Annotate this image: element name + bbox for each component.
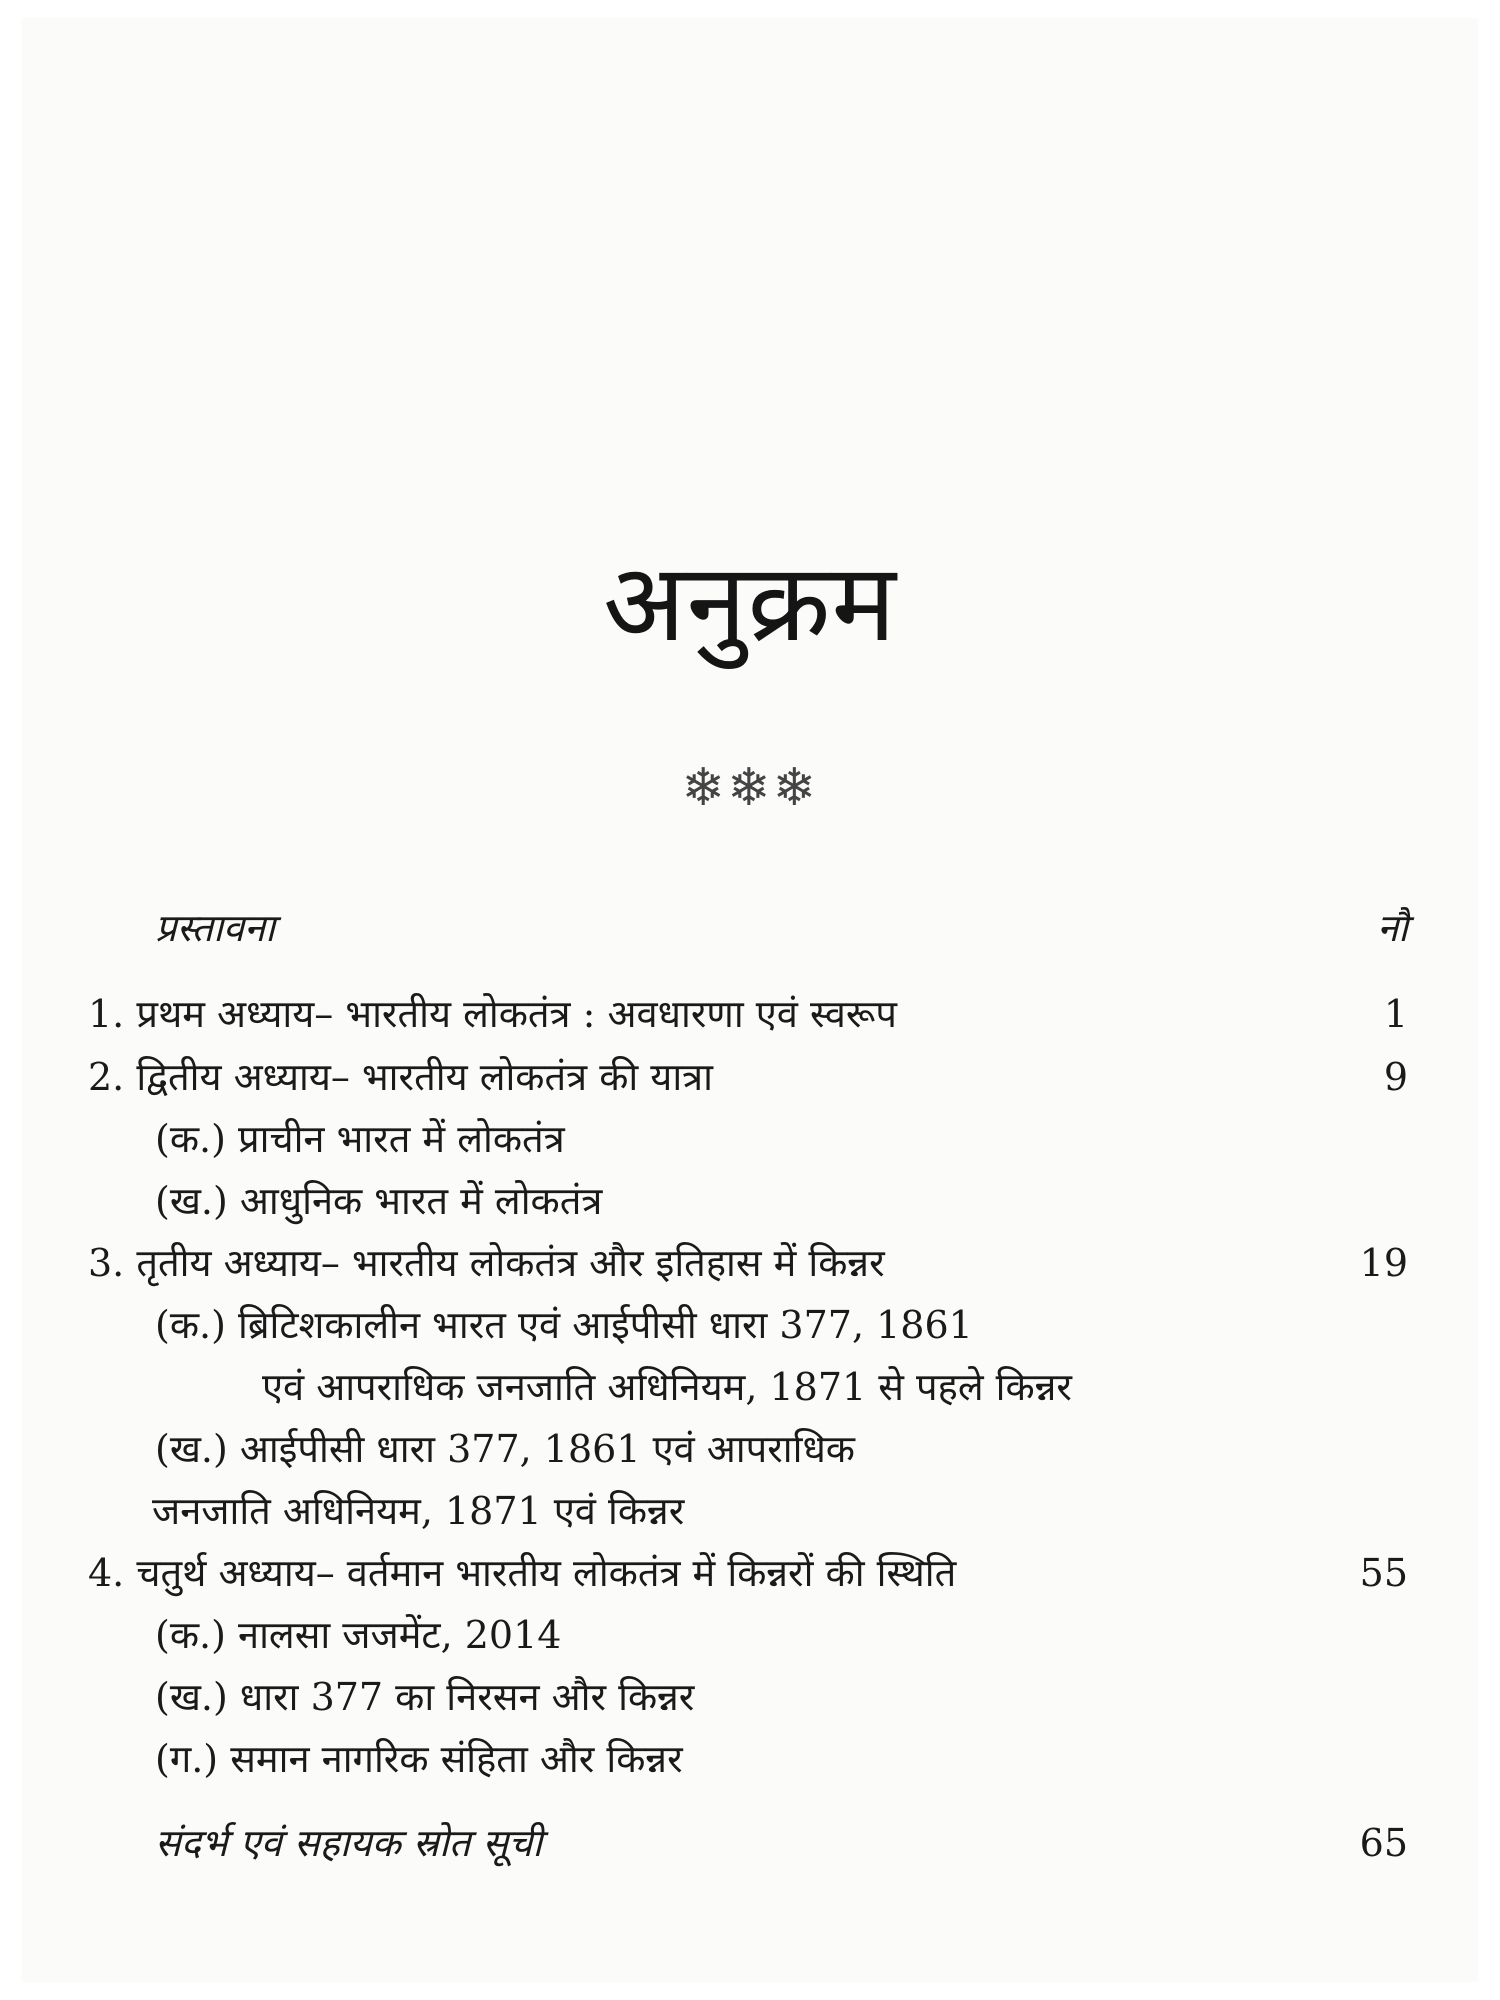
toc-page-number: नौ xyxy=(1377,906,1408,950)
toc-entry-title: 3. तृतीय अध्याय– भारतीय लोकतंत्र और इतिहास में किन्नर xyxy=(88,1241,885,1285)
toc-subentry[interactable] xyxy=(0,1109,1500,1169)
toc-subentry[interactable] xyxy=(0,1171,1500,1231)
toc-entry-title: संदर्भ एवं सहायक स्रोत सूची xyxy=(155,1821,543,1865)
toc-entry-chapter-4[interactable] xyxy=(0,1543,1500,1603)
toc-page-number: 55 xyxy=(1359,1551,1408,1595)
toc-subentry[interactable] xyxy=(0,1605,1500,1665)
toc-entry-title: (ग.) समान नागरिक संहिता और किन्नर xyxy=(155,1737,683,1781)
toc-entry-chapter-1[interactable] xyxy=(0,984,1500,1044)
toc-subentry-continuation xyxy=(0,1481,1500,1541)
toc-entry-title: (क.) नालसा जजमेंट, 2014 xyxy=(155,1613,562,1657)
toc-entry-preface[interactable] xyxy=(0,898,1500,958)
toc-page-number: 65 xyxy=(1359,1821,1408,1865)
toc-entry-title: प्रस्तावना xyxy=(155,906,275,950)
toc-entry-title: 1. प्रथम अध्याय– भारतीय लोकतंत्र : अवधारणा एवं स्वरूप xyxy=(88,992,898,1036)
toc-subentry[interactable] xyxy=(0,1729,1500,1789)
toc-page-number: 1 xyxy=(1383,992,1408,1036)
toc-entry-chapter-3[interactable] xyxy=(0,1233,1500,1293)
toc-entry-title: (क.) ब्रिटिशकालीन भारत एवं आईपीसी धारा 377, 1861 xyxy=(155,1303,973,1347)
toc-entry-title: (क.) प्राचीन भारत में लोकतंत्र xyxy=(155,1117,565,1161)
toc-entry-chapter-2[interactable] xyxy=(0,1047,1500,1107)
toc-page-number: 19 xyxy=(1359,1241,1408,1285)
toc-entry-title: (ख.) आईपीसी धारा 377, 1861 एवं आपराधिक xyxy=(155,1427,855,1471)
toc-entry-title: (ख.) आधुनिक भारत में लोकतंत्र xyxy=(155,1179,603,1223)
toc-entry-title: जनजाति अधिनियम, 1871 एवं किन्नर xyxy=(152,1489,685,1533)
toc-subentry[interactable] xyxy=(0,1419,1500,1479)
toc-subentry[interactable] xyxy=(0,1667,1500,1727)
page-title: अनुक्रम xyxy=(603,541,897,666)
toc-page-number: 9 xyxy=(1383,1055,1408,1099)
toc-entry-title: (ख.) धारा 377 का निरसन और किन्नर xyxy=(155,1675,695,1719)
toc-entry-title: 2. द्वितीय अध्याय– भारतीय लोकतंत्र की यात्रा xyxy=(88,1055,713,1099)
toc-subentry[interactable] xyxy=(0,1295,1500,1355)
toc-entry-title: 4. चतुर्थ अध्याय– वर्तमान भारतीय लोकतंत्र में किन्नरों की स्थिति xyxy=(88,1551,957,1595)
snowflake-ornament-icon: ❄❄❄ xyxy=(681,758,819,818)
toc-entry-title: एवं आपराधिक जनजाति अधिनियम, 1871 से पहले किन्नर xyxy=(262,1365,1072,1409)
toc-subentry-continuation xyxy=(0,1357,1500,1417)
toc-entry-references[interactable] xyxy=(0,1813,1500,1873)
